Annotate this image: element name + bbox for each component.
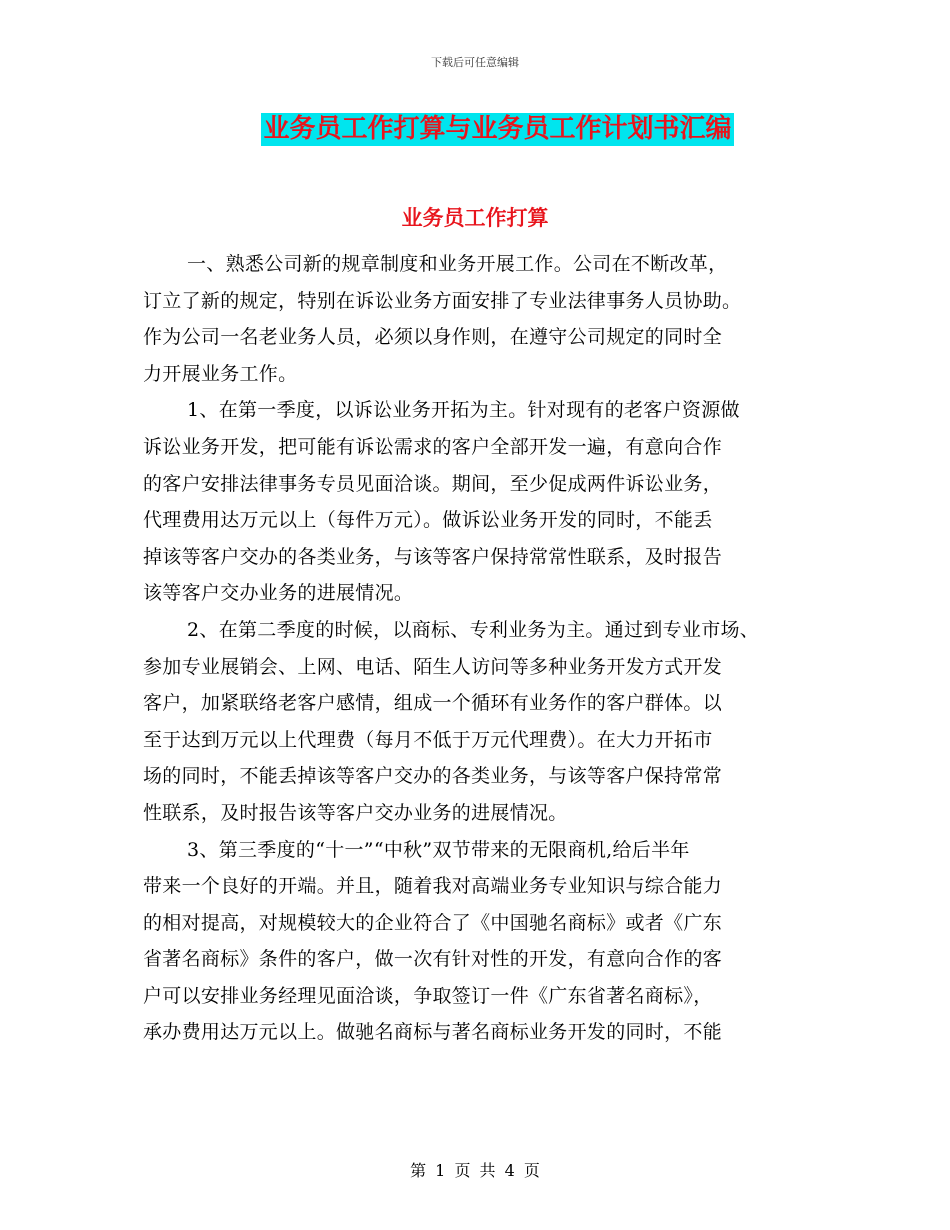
body-line: 作为公司一名老业务人员，必须以身作则，在遵守公司规定的同时全 — [143, 326, 723, 349]
body-line: 承办费用达万元以上。做驰名商标与著名商标业务开发的同时，不能 — [143, 1021, 723, 1044]
document-body — [143, 246, 803, 1051]
body-line: 的相对提高，对规模较大的企业符合了《中国驰名商标》或者《广东 — [143, 911, 723, 934]
body-line: 至于达到万元以上代理费（每月不低于万元代理费）。在大力开拓市 — [143, 728, 713, 751]
page-header-note: 下载后可任意编辑 — [431, 56, 519, 69]
document-title-container — [0, 113, 950, 146]
body-line: 省著名商标》条件的客户，做一次有针对性的开发，有意向合作的客 — [143, 948, 723, 971]
body-line: 客户，加紧联络老客户感情，组成一个循环有业务作的客户群体。以 — [143, 692, 723, 715]
body-line: 一、熟悉公司新的规章制度和业务开展工作。公司在不断改革， — [187, 253, 728, 275]
page-footer-number: 第 1 页 共 4 页 — [410, 1161, 540, 1180]
body-line: 诉讼业务开发，把可能有诉讼需求的客户全部开发一遍，有意向合作 — [143, 435, 723, 458]
body-line: 力开展业务工作。 — [143, 362, 298, 385]
body-line: 的客户安排法律事务专员见面洽谈。期间，至少促成两件诉讼业务， — [143, 472, 723, 495]
body-line: 该等客户交办业务的进展情况。 — [143, 582, 414, 605]
body-line: 2、在第二季度的时候，以商标、专利业务为主。通过到专业市场、 — [187, 618, 760, 641]
section-title: 业务员工作打算 — [401, 206, 549, 230]
body-line: 场的同时，不能丢掉该等客户交办的各类业务，与该等客户保持常常 — [143, 765, 723, 788]
body-line: 参加专业展销会、上网、电话、陌生人访问等多种业务开发方式开发 — [143, 655, 723, 678]
document-title: 业务员工作打算与业务员工作计划书汇编 — [263, 114, 732, 144]
body-line: 性联系，及时报告该等客户交办业务的进展情况。 — [143, 801, 568, 824]
body-line: 1、在第一季度，以诉讼业务开拓为主。针对现有的老客户资源做 — [187, 399, 740, 422]
body-line: 掉该等客户交办的各类业务，与该等客户保持常常性联系，及时报告 — [143, 545, 723, 568]
body-line: 订立了新的规定，特别在诉讼业务方面安排了专业法律事务人员协助。 — [143, 289, 742, 312]
body-line: 带来一个良好的开端。并且，随着我对高端业务专业知识与综合能力 — [143, 875, 723, 898]
body-line: 3、第三季度的“十一”“中秋”双节带来的无限商机,给后半年 — [187, 838, 690, 861]
body-line: 代理费用达万元以上（每件万元）。做诉讼业务开发的同时，不能丢 — [143, 509, 713, 532]
body-line: 户可以安排业务经理见面洽谈，争取签订一件《广东省著名商标》， — [143, 984, 713, 1007]
